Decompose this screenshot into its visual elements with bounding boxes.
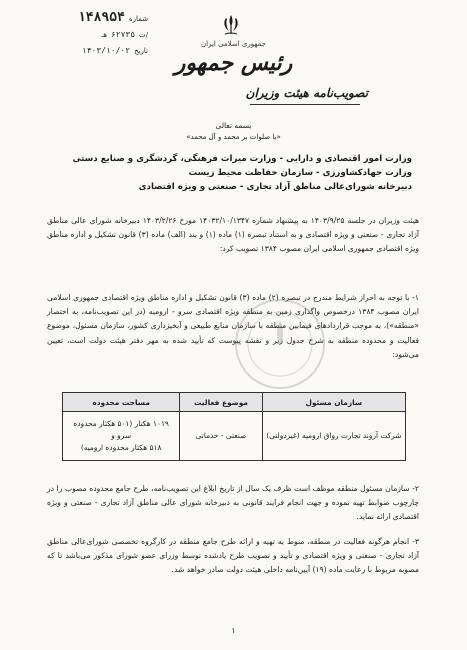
area-line: ۵۱۸ هکتار محدوده ارومیه) bbox=[80, 443, 162, 452]
cell-activity: صنعتی - خدماتی bbox=[180, 412, 262, 461]
reference-label: /ت bbox=[139, 31, 148, 39]
page-number: ۱ bbox=[231, 626, 236, 635]
cabinet-underline bbox=[250, 104, 360, 105]
date-label: تاریخ bbox=[134, 47, 148, 55]
cell-responsible-org: شرکت آروند تجارت رواق ارومیه (غیردولتی) bbox=[262, 412, 405, 461]
zone-details-table bbox=[62, 392, 406, 461]
area-line: ۱۰۱۹ هکتار (۵۰۱ هکتار محدوده سرو و bbox=[73, 419, 169, 440]
president-title: رئیس جمهور bbox=[174, 50, 293, 76]
iran-emblem-icon bbox=[218, 12, 244, 38]
intro-paragraph: هیئت وزیران در جلسه ۱۴۰۳/۹/۲۵ به پیشنهاد شماره ۱۴۰۳۲/۱۰/۱۳۴۷ مورخ ۱۴۰۳/۲/۲۶ دبیرخانه شورای عالی مناطق آزاد تجاری - صنعتی و ویژه اقتصادی و به استناد تبصره (۱) ماده (۱) و بند (الف) ماده (۳) قانون تشکیل و اداره مناطق ویژه اقتصادی جمهوری اسلامی ایران مصوب ۱۳۸۴ تصویب کرد: bbox=[47, 216, 420, 254]
number-row bbox=[36, 10, 148, 27]
number-label: شماره bbox=[128, 15, 148, 23]
article-3-paragraph: ۳- انجام هرگونه فعالیت در منطقه، منوط به تهیه و ارائه طرح جامع منطقه در کارگروه تخصصی شورای‌عالی مناطق آزاد تجاری - صنعتی و ویژه اقتصادی و تأیید و تصویب طرح یادشده توسط وزرای عضو شورای مذکور می‌باشد تا که مصوبه مربوط با رعایت ماده (۱۹) آیین‌نامه داخلی هیئت دولت صادر خواهد شد. bbox=[47, 537, 419, 575]
header-responsible-org: سازمان مسئول bbox=[262, 393, 405, 412]
article-2-paragraph: ۲- سازمان مسئول منطقه موظف است ظرف یک سال از تاریخ ابلاغ این تصویب‌نامه، طرح جامع محدوده مصوب را در چارچوب ضوابط تهیه نموده و جهت انجام فرایند قانونی به دبیرخانه شورای عالی مناطق آزاد تجاری - صنعتی و ویژه اقتصادی ارائه نماید. bbox=[47, 484, 419, 522]
recipient-line: دبیرخانه شورای‌عالی مناطق آزاد تجاری - صنعتی و ویژه اقتصادی bbox=[138, 182, 412, 192]
letter-number: ۱۴۸۹۵۴ bbox=[77, 10, 125, 25]
recipient-line: وزارت جهادکشاورزی - سازمان حفاظت محیط زیست bbox=[188, 168, 412, 178]
article-1-paragraph: ۱- با توجه به احراز شرایط مندرج در تبصره (۲) ماده (۳) قانون تشکیل و اداره مناطق ویژه اقتصادی جمهوری اسلامی ایران مصوب ۱۳۸۴ درخصوص واگذاری زمین به منطقه ویژه اقتصادی سرو - ارومیه (در این تصویب‌نامه، به اختصار «منطقه»)، به موجب قراردادهای فیمابین منطقه با سازمان منابع طبیعی و آبخیزداری کشور، سازمان مسئول، موضوع فعالیت و محدوده منطقه به شرح جدول زیر و نقشه پیوست که تأیید شده به مهر دفتر هیئت دولت است، تعیین می‌شود: bbox=[47, 293, 420, 359]
recipient-line: وزارت امور اقتصادی و دارایی - وزارت میراث فرهنگی، گردشگری و صنایع دستی bbox=[72, 154, 412, 164]
header-area: مساحت محدوده bbox=[63, 393, 180, 412]
salawat-line: «با صلوات بر محمد و آل محمد» bbox=[186, 133, 281, 141]
header-activity: موضوع فعالیت bbox=[180, 393, 262, 412]
table-row bbox=[63, 412, 406, 461]
reference-suffix: هـ bbox=[101, 31, 107, 39]
republic-caption: جمهوری اسلامی ایران bbox=[201, 40, 266, 48]
recipients-block bbox=[62, 152, 412, 194]
watermark-stamp-icon bbox=[232, 296, 328, 392]
bismillah: بسمه تعالی bbox=[215, 121, 252, 130]
letter-date: ۱۴۰۳/۱۰/۰۲ bbox=[81, 46, 131, 55]
table-header-row bbox=[63, 393, 406, 412]
cabinet-title: تصویب‌نامه هیئت وزیران bbox=[245, 86, 368, 100]
cell-area bbox=[63, 412, 180, 461]
reference-number: ۶۲۷۳۵ bbox=[110, 30, 136, 39]
